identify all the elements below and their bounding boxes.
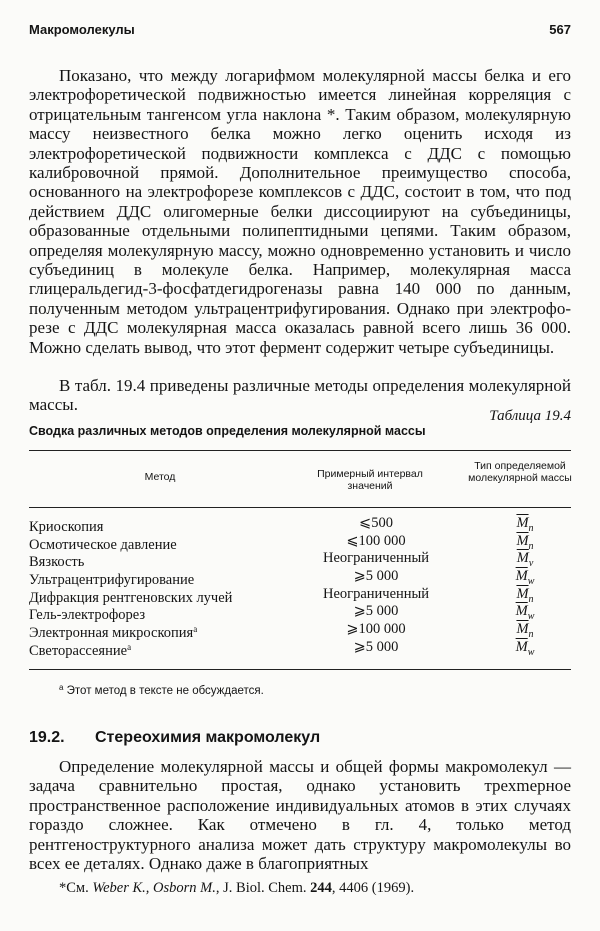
method-cell: Криоскопия bbox=[29, 519, 104, 535]
method-cell: Электронная микроскопия$^a$ bbox=[29, 624, 198, 642]
table-row bbox=[29, 515, 571, 533]
page-number: 567 bbox=[549, 22, 571, 37]
method-cell: Гель-электрофорез bbox=[29, 607, 146, 624]
mass-type-cell: $\overline{M}_v$ bbox=[516, 550, 534, 570]
range-cell: ⩽500 bbox=[359, 515, 393, 531]
method-cell: Осмотическое давление bbox=[29, 536, 177, 553]
running-header bbox=[29, 22, 571, 42]
table-row bbox=[29, 621, 571, 642]
method-cell: Вязкость bbox=[29, 554, 85, 571]
page-footnote: *См. Weber K., Osborn M., J. Biol. Chem. 244, 4406 (1969). bbox=[59, 880, 415, 896]
method-cell: Дифракция рентгеновских лучей bbox=[29, 589, 233, 606]
mass-type-cell: $\overline{M}_n$ bbox=[516, 621, 534, 641]
table-footnote: $^a$ Этот метод в тексте не обсуждается. bbox=[59, 683, 264, 697]
range-cell: ⩾100 000 bbox=[346, 621, 406, 638]
table-row bbox=[29, 568, 571, 589]
range-cell: Неограниченный bbox=[322, 550, 430, 567]
table-row bbox=[29, 639, 571, 657]
range-cell: Неограниченный bbox=[322, 585, 430, 602]
paragraph-2: В табл. 19.4 приведены различные методы определения молекулярной массы. bbox=[29, 376, 571, 415]
table-bottom-rule bbox=[29, 669, 571, 670]
range-cell: ⩾5 000 bbox=[353, 638, 399, 655]
range-cell: ⩾5 000 bbox=[353, 568, 399, 585]
mass-type-cell: $\overline{M}_n$ bbox=[516, 585, 534, 605]
paragraph-1: Показано, что между логарифмом молекулярной массы белка и его электрофоретической подвижностью имеется линейная корреляция с отрицательным тангенсом угла наклона *. Таким образом, молекулярную массу неизвестного белка можно легко оценить исходя из электрофоретической подвижности комплекса с ДДС с помощью калибровочной прямой. Дополнительное преимущество способа, основанного на электрофорезе комплексов с ДДС, состоит в том, что под действием ДДС олигомерные белки диссоциируют на субъединицы, образованные отдельными полипептидными цепями. Таким образом, определяя молекулярную массу, можно одновременно установить и число субъединиц в молекуле белка. Например, молекулярная масса глицеральдегид-3-фосфатдегидрогеназы равна 140 000 по данным, полученным методом ультрацентрифугирования. Однако при электрофорезе с ДДС молекулярная масса оказалась равной всего лишь 36 000. Можно сделать вывод, что этот фермент содержит четыре субъединицы. bbox=[29, 66, 571, 357]
method-cell: Светорассеяние$^a$ bbox=[29, 641, 132, 659]
method-cell: Ультрацентрифугирование bbox=[29, 572, 195, 589]
table-row bbox=[29, 603, 571, 624]
chapter-title: Макромолекулы bbox=[29, 22, 135, 37]
mass-type-cell: $\overline{M}_w$ bbox=[515, 638, 535, 658]
range-cell: ⩾5 000 bbox=[353, 603, 399, 620]
paragraph-3: Определение молекулярной массы и общей формы макромолекул — задача сравнительно простая, однако установить трехmерное пространственное расположение индивидуальных атомов в этих случаях гораздо сложнее. Как отмечено в гл. 4, только метод рентгеноструктурного анализа может дать структуру макромолекулы во всех ее деталях. Однако даже в благоприятных bbox=[29, 757, 571, 874]
header-method: Метод bbox=[144, 471, 176, 483]
table-top-rule bbox=[29, 450, 571, 451]
range-cell: ⩽100 000 bbox=[346, 532, 406, 549]
section-title: Стереохимия макромолекул bbox=[95, 729, 321, 746]
mass-type-cell: $\overline{M}_n$ bbox=[516, 515, 534, 534]
table-row bbox=[29, 586, 571, 604]
mass-type-cell: $\overline{M}_n$ bbox=[516, 532, 534, 552]
mass-type-cell: $\overline{M}_w$ bbox=[515, 568, 535, 587]
header-range: Примерный интервал значений bbox=[317, 468, 423, 492]
table-caption: Сводка различных методов определения молекулярной массы bbox=[29, 424, 426, 438]
table-row bbox=[29, 550, 571, 571]
mass-type-cell: $\overline{M}_w$ bbox=[515, 603, 535, 623]
section-number: 19.2. bbox=[29, 729, 65, 746]
header-type: Тип определяемой молекулярной массы bbox=[468, 460, 572, 484]
table-label: Таблица 19.4 bbox=[489, 408, 571, 424]
table-body bbox=[29, 515, 571, 657]
table-row bbox=[29, 533, 571, 551]
table-header-rule bbox=[29, 507, 571, 508]
